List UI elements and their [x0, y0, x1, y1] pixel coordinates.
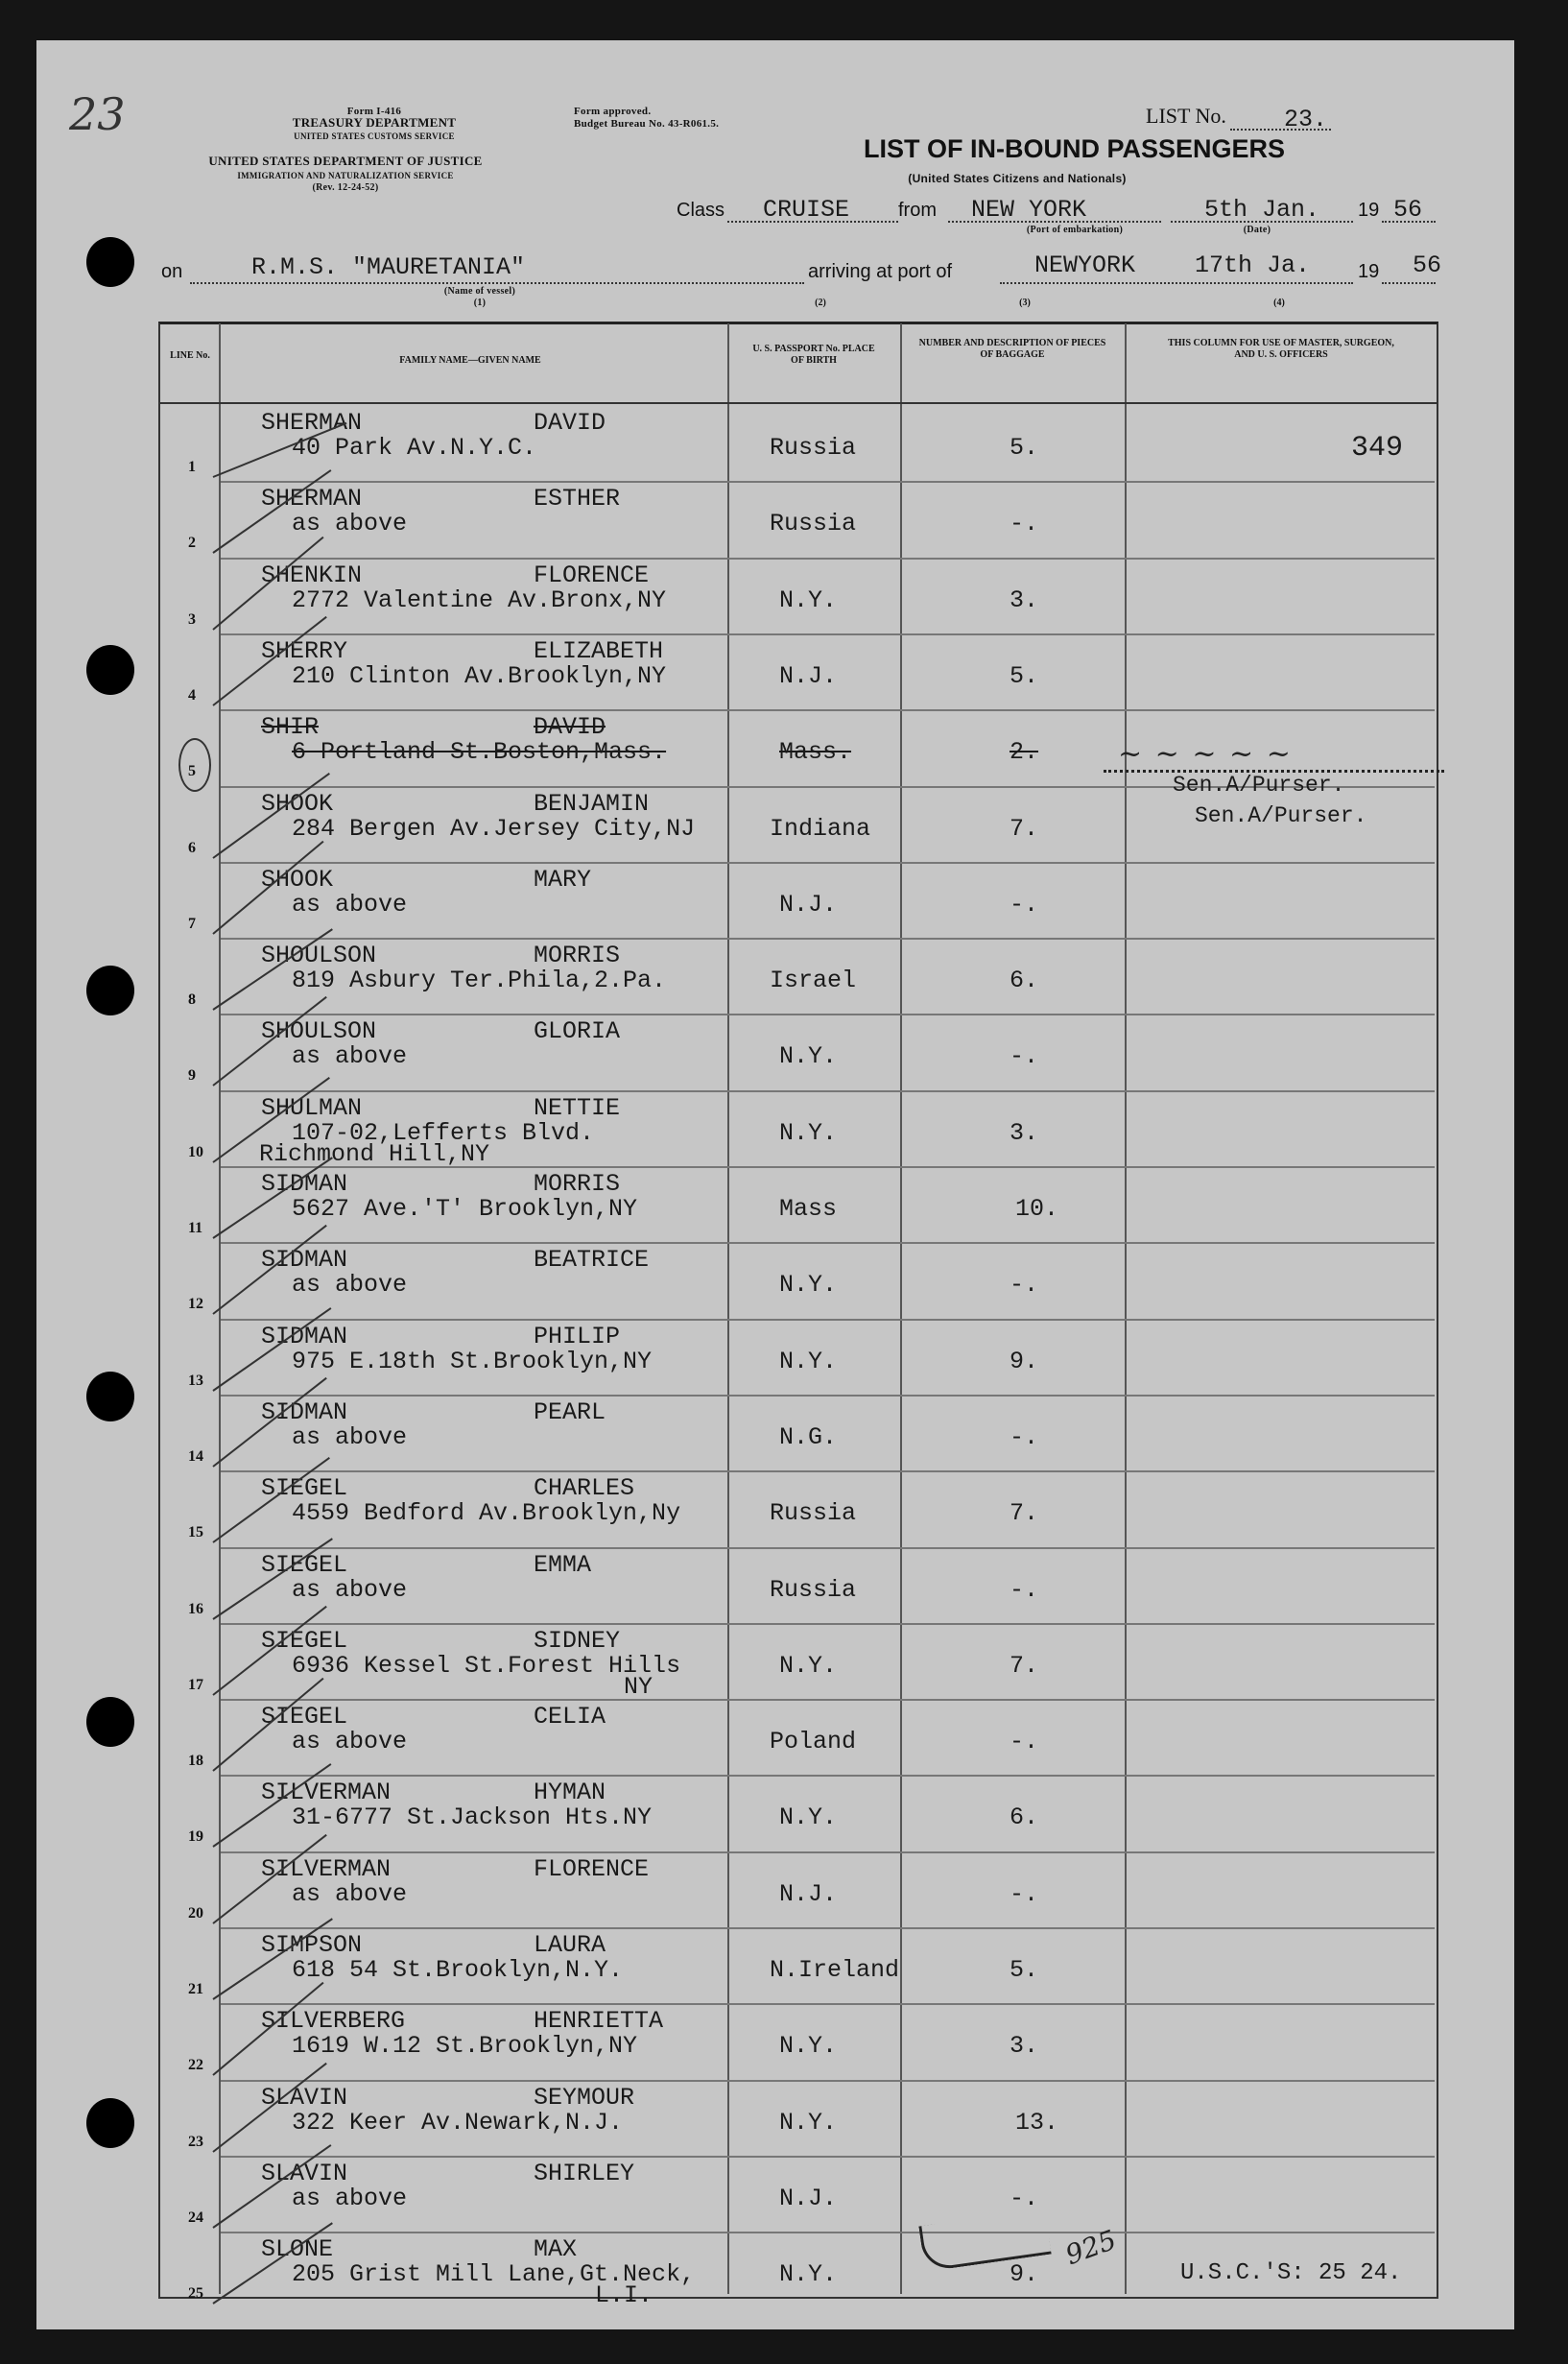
line-number: 6: [188, 840, 196, 856]
officer-note: U.S.C.'S: 25 24.: [1180, 2260, 1402, 2286]
place-of-birth: N.Y.: [779, 2109, 838, 2137]
family-name: SIDMAN: [261, 1246, 348, 1274]
given-name: LAURA: [534, 1931, 606, 1959]
row-divider: [221, 2080, 1435, 2082]
signature-underline: [1104, 770, 1444, 773]
given-name: FLORENCE: [534, 1855, 650, 1883]
given-name: DAVID: [534, 713, 606, 741]
place-of-birth: Russia: [770, 510, 857, 537]
place-of-birth: N.Y.: [779, 586, 838, 614]
place-of-birth: Israel: [770, 967, 857, 994]
from-label: from: [898, 200, 937, 221]
handwritten-baggage-note: 925: [1060, 2223, 1121, 2272]
row-divider: [221, 1851, 1435, 1853]
family-name: SLAVIN: [261, 2084, 348, 2112]
given-name: EMMA: [534, 1551, 592, 1579]
given-name: BENJAMIN: [534, 790, 650, 818]
baggage-count: 5.: [1010, 1956, 1039, 1984]
customs-service: UNITED STATES CUSTOMS SERVICE: [294, 131, 455, 141]
place-of-birth: N.J.: [779, 1880, 838, 1908]
circled-line-number: [178, 738, 211, 792]
family-name: SILVERMAN: [261, 1779, 392, 1806]
row-divider: [221, 709, 1435, 711]
row-divider: [221, 862, 1435, 864]
baggage-count: -.: [1010, 1728, 1039, 1755]
place-of-birth: N.Y.: [779, 1042, 838, 1070]
address: 4559 Bedford Av.Brooklyn,Ny: [292, 1499, 681, 1527]
given-name: PHILIP: [534, 1323, 621, 1350]
column-number-4: (4): [1273, 298, 1285, 308]
address: 1619 W.12 St.Brooklyn,NY: [292, 2032, 638, 2060]
column-divider: [900, 323, 902, 2294]
arriving-label: arriving at port of: [808, 261, 953, 282]
row-divider: [221, 1547, 1435, 1549]
from-value: NEW YORK: [971, 196, 1087, 224]
line-number: 13: [188, 1373, 203, 1389]
punch-hole: [86, 966, 134, 1015]
baggage-count: -.: [1010, 1271, 1039, 1299]
list-number-value: 23.: [1284, 106, 1328, 133]
place-of-birth: N.J.: [779, 891, 838, 919]
column-number-2: (2): [815, 298, 826, 308]
place-of-birth: N.Y.: [779, 1652, 838, 1680]
line-number: 16: [188, 1601, 203, 1617]
address: 322 Keer Av.Newark,N.J.: [292, 2109, 624, 2137]
family-name: SHOOK: [261, 790, 334, 818]
arrival-year-prefix: 19: [1358, 261, 1380, 282]
budget-bureau: Budget Bureau No. 43-R061.5.: [574, 118, 720, 130]
department-of-justice: UNITED STATES DEPARTMENT OF JUSTICE: [208, 154, 483, 168]
family-name: SHULMAN: [261, 1094, 363, 1122]
place-of-birth: N.Y.: [779, 1803, 838, 1831]
place-of-birth: N.Y.: [779, 2032, 838, 2060]
given-name: SHIRLEY: [534, 2160, 635, 2187]
line-number: 14: [188, 1448, 203, 1465]
place-of-birth: Russia: [770, 1576, 857, 1604]
vessel-column-number: (1): [473, 298, 487, 308]
given-name: HENRIETTA: [534, 2007, 664, 2035]
baggage-count: -.: [1010, 1880, 1039, 1908]
corner-handwritten-mark: 23: [69, 88, 126, 140]
line-number: 17: [188, 1677, 203, 1693]
given-name: GLORIA: [534, 1017, 621, 1045]
family-name: SHOULSON: [261, 942, 377, 969]
row-divider: [221, 938, 1435, 940]
baggage-count: 3.: [1010, 1119, 1039, 1147]
place-of-birth: Russia: [770, 1499, 857, 1527]
family-name: SHENKIN: [261, 561, 363, 589]
date-caption: (Date): [1243, 225, 1271, 235]
address: as above: [292, 1728, 408, 1755]
punch-hole: [86, 645, 134, 695]
line-number: 22: [188, 2057, 203, 2073]
given-name: CELIA: [534, 1703, 606, 1731]
given-name: SEYMOUR: [534, 2084, 635, 2112]
row-divider: [221, 558, 1435, 560]
baggage-count: 3.: [1010, 2032, 1039, 2060]
address: as above: [292, 1042, 408, 1070]
header-passport: U. S. PASSPORT No. PLACE OF BIRTH: [752, 344, 875, 366]
address: 6936 Kessel St.Forest Hills: [292, 1652, 681, 1680]
family-name: SIEGEL: [261, 1627, 348, 1655]
row-divider: [221, 1395, 1435, 1397]
baggage-count: 3.: [1010, 586, 1039, 614]
address: 6 Portland St.Boston,Mass.: [292, 738, 667, 766]
place-of-birth: Poland: [770, 1728, 857, 1755]
punch-hole: [86, 1372, 134, 1421]
line-number: 23: [188, 2134, 203, 2150]
line-number: 24: [188, 2209, 203, 2226]
form-approved: Form approved.: [574, 106, 652, 117]
arrival-underline: [1000, 282, 1353, 284]
address: 618 54 St.Brooklyn,N.Y.: [292, 1956, 624, 1984]
header-divider: [158, 402, 1437, 404]
address: as above: [292, 1423, 408, 1451]
address: 284 Bergen Av.Jersey City,NJ: [292, 815, 696, 843]
given-name: MARY: [534, 866, 592, 894]
arrival-port: NEWYORK: [1034, 251, 1136, 279]
baggage-count: 2.: [1010, 738, 1039, 766]
port-caption: (Port of embarkation): [1026, 225, 1124, 235]
line-number: 18: [188, 1753, 203, 1769]
header-line-number: LINE No.: [170, 350, 210, 361]
address-line-2: NY: [624, 1673, 653, 1701]
arrival-year-underline: [1382, 282, 1436, 284]
given-name: BEATRICE: [534, 1246, 650, 1274]
baggage-count: 5.: [1010, 662, 1039, 690]
line-number: 1: [188, 459, 196, 475]
address: 31-6777 St.Jackson Hts.NY: [292, 1803, 653, 1831]
place-of-birth: Mass: [779, 1195, 838, 1223]
address: 5627 Ave.'T' Brooklyn,NY: [292, 1195, 638, 1223]
officer-signature: ~ ~ ~ ~ ~: [1118, 737, 1293, 771]
address: as above: [292, 1880, 408, 1908]
place-of-birth: Russia: [770, 434, 857, 462]
family-name: SIMPSON: [261, 1931, 363, 1959]
baggage-count: -.: [1010, 1423, 1039, 1451]
page-title: LIST OF IN-BOUND PASSENGERS: [864, 134, 1286, 163]
line-number: 2: [188, 535, 196, 551]
given-name: MAX: [534, 2235, 578, 2263]
given-name: NETTIE: [534, 1094, 621, 1122]
given-name: ELIZABETH: [534, 637, 664, 665]
family-name: SHERMAN: [261, 409, 363, 437]
row-divider: [221, 633, 1435, 635]
row-divider: [221, 2232, 1435, 2233]
baggage-count: -.: [1010, 1576, 1039, 1604]
family-name: SIEGEL: [261, 1474, 348, 1502]
address: 205 Grist Mill Lane,Gt.Neck,: [292, 2260, 696, 2288]
family-name: SHOOK: [261, 866, 334, 894]
place-of-birth: N.Y.: [779, 1271, 838, 1299]
row-divider: [221, 2003, 1435, 2005]
place-of-birth: N.Y.: [779, 1119, 838, 1147]
vessel-caption: (Name of vessel): [443, 286, 516, 297]
line-number: 4: [188, 687, 196, 704]
baggage-count: 9.: [1010, 2260, 1039, 2288]
line-number: 10: [188, 1144, 203, 1160]
address: as above: [292, 510, 408, 537]
family-name: SIDMAN: [261, 1323, 348, 1350]
line-number: 21: [188, 1981, 203, 1997]
baggage-count: -.: [1010, 2185, 1039, 2212]
place-of-birth: Mass.: [779, 738, 852, 766]
address: as above: [292, 891, 408, 919]
given-name: FLORENCE: [534, 561, 650, 589]
officer-note: Sen.A/Purser.: [1195, 803, 1367, 828]
family-name: SHIR: [261, 713, 320, 741]
baggage-count: 13.: [1015, 2109, 1059, 2137]
line-number: 7: [188, 916, 196, 932]
year-prefix: 19: [1358, 200, 1380, 221]
list-number-label: LIST No.: [1146, 104, 1226, 128]
punch-hole: [86, 2098, 134, 2148]
row-divider: [221, 1166, 1435, 1168]
given-name: ESTHER: [534, 485, 621, 513]
family-name: SHOULSON: [261, 1017, 377, 1045]
row-divider: [221, 1242, 1435, 1244]
baggage-count: 7.: [1010, 1652, 1039, 1680]
row-divider: [221, 481, 1435, 483]
address: 975 E.18th St.Brooklyn,NY: [292, 1348, 653, 1375]
passenger-table: [158, 322, 1438, 2299]
arrival-year: 56: [1413, 251, 1442, 279]
baggage-count: 6.: [1010, 967, 1039, 994]
family-name: SIEGEL: [261, 1551, 348, 1579]
class-label: Class: [677, 200, 725, 221]
place-of-birth: N.G.: [779, 1423, 838, 1451]
officer-note: 349: [1351, 432, 1404, 465]
line-number: 11: [188, 1220, 203, 1236]
family-name: SLAVIN: [261, 2160, 348, 2187]
address: as above: [292, 2185, 408, 2212]
place-of-birth: N.J.: [779, 662, 838, 690]
address: 107-02,Lefferts Blvd.: [292, 1119, 595, 1147]
form-number: Form I-416: [346, 106, 402, 117]
place-of-birth: Indiana: [770, 815, 871, 843]
line-number: 15: [188, 1524, 203, 1540]
baggage-count: 7.: [1010, 1499, 1039, 1527]
given-name: MORRIS: [534, 942, 621, 969]
address: 2772 Valentine Av.Bronx,NY: [292, 586, 667, 614]
address: as above: [292, 1271, 408, 1299]
row-divider: [221, 2156, 1435, 2158]
given-name: HYMAN: [534, 1779, 606, 1806]
arrival-date: 17th Ja.: [1195, 251, 1311, 279]
row-divider: [221, 1775, 1435, 1777]
place-of-birth: N.Y.: [779, 1348, 838, 1375]
address: as above: [292, 1576, 408, 1604]
family-name: SLONE: [261, 2235, 334, 2263]
address: 40 Park Av.N.Y.C.: [292, 434, 537, 462]
address-line-2: Richmond Hill,NY: [259, 1140, 490, 1168]
line-number: 19: [188, 1828, 203, 1845]
baggage-count: -.: [1010, 510, 1039, 537]
baggage-count: 10.: [1015, 1195, 1059, 1223]
officer-note-row-6: Sen.A/Purser.: [1173, 773, 1345, 798]
family-name: SILVERMAN: [261, 1855, 392, 1883]
given-name: DAVID: [534, 409, 606, 437]
revision-date: (Rev. 12-24-52): [312, 182, 379, 193]
baggage-count: 6.: [1010, 1803, 1039, 1831]
line-number: 9: [188, 1067, 196, 1084]
family-name: SIDMAN: [261, 1170, 348, 1198]
vessel-value: R.M.S. "MAURETANIA": [251, 253, 526, 281]
family-name: SIEGEL: [261, 1703, 348, 1731]
header-baggage: NUMBER AND DESCRIPTION OF PIECES OF BAGGAGE: [918, 338, 1106, 360]
place-of-birth: N.J.: [779, 2185, 838, 2212]
row-divider: [221, 1014, 1435, 1015]
line-number: 25: [188, 2285, 203, 2302]
vessel-underline: [190, 282, 804, 284]
column-divider: [1125, 323, 1127, 2294]
row-divider: [221, 1927, 1435, 1929]
address: 210 Clinton Av.Brooklyn,NY: [292, 662, 667, 690]
column-number-3: (3): [1019, 298, 1031, 308]
row-divider: [221, 1699, 1435, 1701]
given-name: SIDNEY: [534, 1627, 621, 1655]
family-name: SIDMAN: [261, 1398, 348, 1426]
line-number: 5: [188, 763, 196, 779]
punch-hole: [86, 237, 134, 287]
baggage-count: 7.: [1010, 815, 1039, 843]
baggage-count: 5.: [1010, 434, 1039, 462]
line-number: 3: [188, 611, 196, 628]
header-officers: THIS COLUMN FOR USE OF MASTER, SURGEON, AND U. S. OFFICERS: [1168, 338, 1394, 360]
treasury-department: TREASURY DEPARTMENT: [292, 115, 457, 130]
place-of-birth: N.Y.: [779, 2260, 838, 2288]
date-value: 5th Jan.: [1204, 196, 1320, 224]
baggage-count: 9.: [1010, 1348, 1039, 1375]
address-line-2: L.I.: [595, 2281, 653, 2309]
baggage-count: -.: [1010, 891, 1039, 919]
class-value: CRUISE: [763, 196, 850, 224]
on-label: on: [161, 261, 183, 282]
row-divider: [221, 1470, 1435, 1472]
column-divider: [727, 323, 729, 2294]
row-divider: [221, 1090, 1435, 1092]
given-name: PEARL: [534, 1398, 606, 1426]
row-divider: [221, 1319, 1435, 1321]
header-family-name: FAMILY NAME—GIVEN NAME: [399, 355, 541, 366]
family-name: SILVERBERG: [261, 2007, 406, 2035]
line-number: 20: [188, 1905, 203, 1922]
given-name: MORRIS: [534, 1170, 621, 1198]
year-value: 56: [1393, 196, 1423, 224]
family-name: SHERMAN: [261, 485, 363, 513]
family-name: SHERRY: [261, 637, 348, 665]
immigration-service: IMMIGRATION AND NATURALIZATION SERVICE: [237, 171, 454, 180]
place-of-birth: N.Ireland: [770, 1956, 900, 1984]
row-divider: [221, 1623, 1435, 1625]
baggage-count: -.: [1010, 1042, 1039, 1070]
line-number: 12: [188, 1296, 203, 1312]
line-number: 8: [188, 991, 196, 1008]
page-subtitle: (United States Citizens and Nationals): [908, 172, 1127, 185]
punch-hole: [86, 1697, 134, 1747]
address: 819 Asbury Ter.Phila,2.Pa.: [292, 967, 667, 994]
given-name: CHARLES: [534, 1474, 635, 1502]
